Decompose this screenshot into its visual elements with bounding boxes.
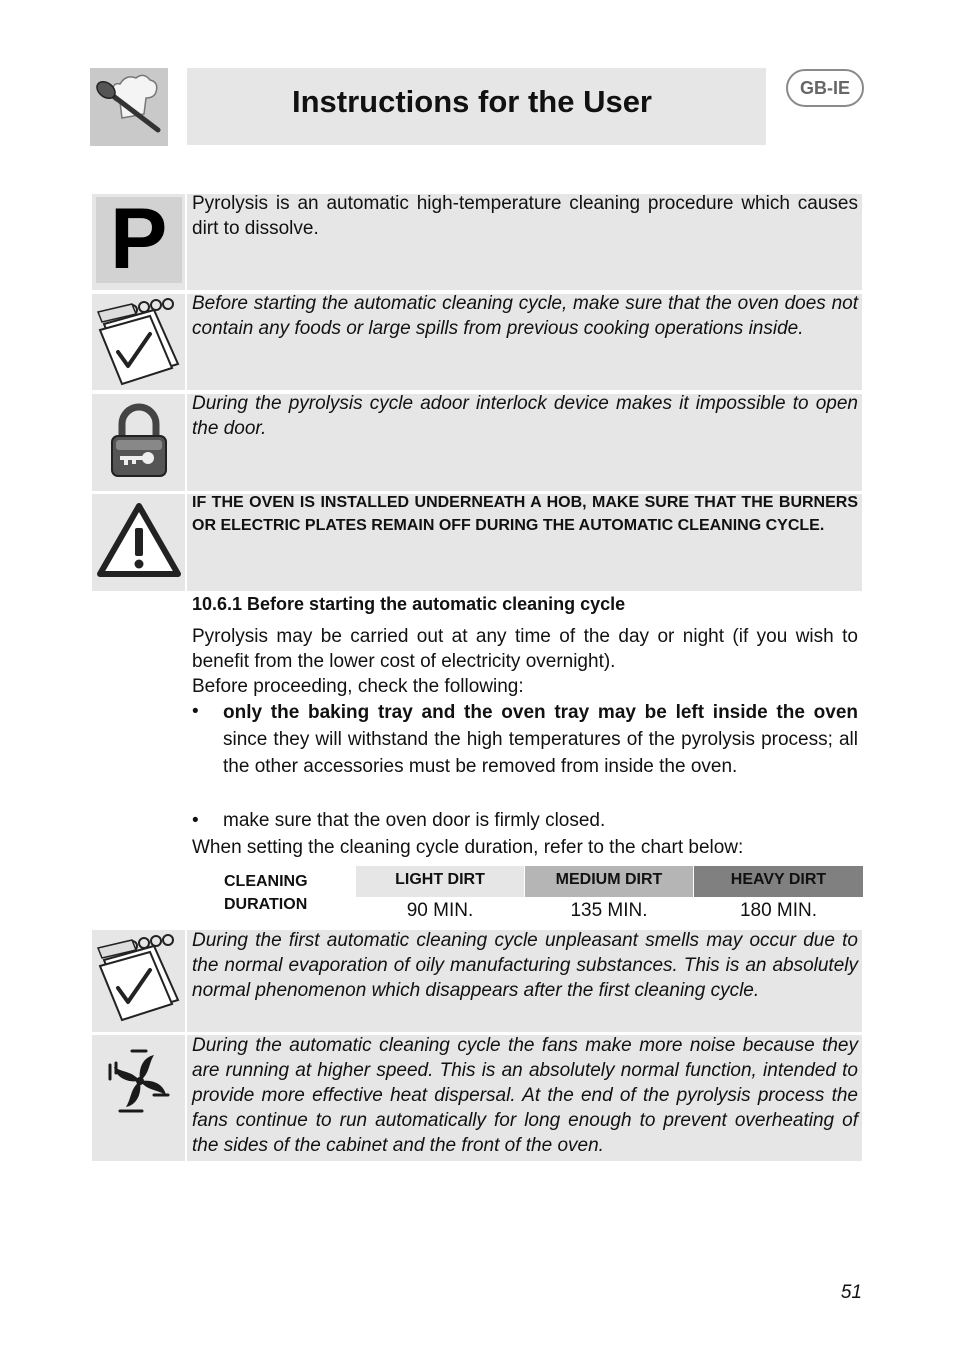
table-header-medium-dirt: MEDIUM DIRT bbox=[525, 866, 693, 897]
p-letter-icon bbox=[96, 191, 182, 287]
table-cell-medium-dirt: 135 MIN. bbox=[570, 900, 648, 921]
padlock-key-icon bbox=[92, 394, 185, 491]
note-icon-cell bbox=[92, 930, 185, 1032]
page-title: Instructions for the User bbox=[292, 84, 652, 119]
note-text: During the automatic cleaning cycle the fans make more noise because they are running at higher speed. This is an absolutely normal function, intended to provide more effective heat dispersal. At the end of the pyrolysis process the fans continue to run automatically for long enough to prevent overheating of the sides of the cabinet and the front of the oven. bbox=[192, 1035, 858, 1156]
table-cell-heavy-dirt: 180 MIN. bbox=[739, 900, 818, 921]
bullet-symbol: • bbox=[192, 810, 199, 831]
paragraph: When setting the cleaning cycle duration, refer to the chart below: bbox=[192, 837, 744, 858]
section-heading: 10.6.1 Before starting the automatic cleaning cycle bbox=[192, 594, 626, 614]
note-icon-cell bbox=[92, 494, 185, 591]
table-header-heavy-dirt: HEAVY DIRT bbox=[694, 866, 863, 897]
row-label-line: CLEANING bbox=[224, 873, 308, 890]
note-text: Before starting the automatic cleaning cycle, make sure that the oven does not contain any foods or large spills from previous cooking operations inside. bbox=[192, 293, 858, 339]
fan-icon bbox=[92, 1035, 185, 1161]
note-text: During the pyrolysis cycle adoor interlock device makes it impossible to open the door. bbox=[192, 393, 858, 439]
bullet-bold: only the baking tray and the oven tray may be left inside the oven bbox=[223, 702, 858, 723]
warning-text: IF THE OVEN IS INSTALLED UNDERNEATH A HOB, MAKE SURE THAT THE BURNERS OR ELECTRIC PLATES REMAIN OFF DURING THE AUTOMATIC CLEANING CYCLE. bbox=[192, 494, 858, 534]
note-icon-cell bbox=[92, 294, 185, 390]
row-label-line: DURATION bbox=[224, 896, 308, 913]
note-text: During the first automatic cleaning cycle unpleasant smells may occur due to the normal evaporation of oily manufacturing substances. This is an absolutely normal phenomenon which disappears after the first cleaning cycle. bbox=[192, 930, 858, 1001]
note-icon-cell bbox=[92, 1035, 185, 1161]
table-cell-light-dirt: 90 MIN. bbox=[406, 900, 474, 921]
bullet-rest: since they will withstand the high temperatures of the pyrolysis process; all the other accessories must be removed from inside the oven. bbox=[223, 729, 858, 777]
table-header-light-dirt: LIGHT DIRT bbox=[356, 866, 524, 897]
note-icon-cell bbox=[92, 191, 185, 290]
bullet-rest: make sure that the oven door is firmly closed. bbox=[223, 810, 606, 831]
note-icon-cell bbox=[92, 394, 185, 491]
chef-spoon-logo-icon bbox=[90, 68, 168, 146]
bullet-item bbox=[223, 808, 858, 833]
notepad-check-icon bbox=[92, 294, 185, 390]
note-text: Pyrolysis is an automatic high-temperature cleaning procedure which causes dirt to dissolve. bbox=[192, 193, 858, 239]
paragraph: Pyrolysis may be carried out at any time of the day or night (if you wish to benefit from the lower cost of electricity overnight). bbox=[192, 626, 858, 672]
language-badge: GB-IE bbox=[786, 69, 864, 107]
bullet-symbol: • bbox=[192, 701, 199, 722]
paragraph: Before proceeding, check the following: bbox=[192, 676, 524, 697]
page-number: 51 bbox=[840, 1282, 862, 1303]
bullet-item bbox=[223, 699, 858, 780]
p-letter: P bbox=[110, 191, 168, 287]
notepad-check-icon bbox=[92, 930, 185, 1026]
warning-triangle-icon bbox=[92, 494, 185, 591]
table-row-label bbox=[224, 870, 308, 916]
logo-box bbox=[90, 68, 168, 146]
